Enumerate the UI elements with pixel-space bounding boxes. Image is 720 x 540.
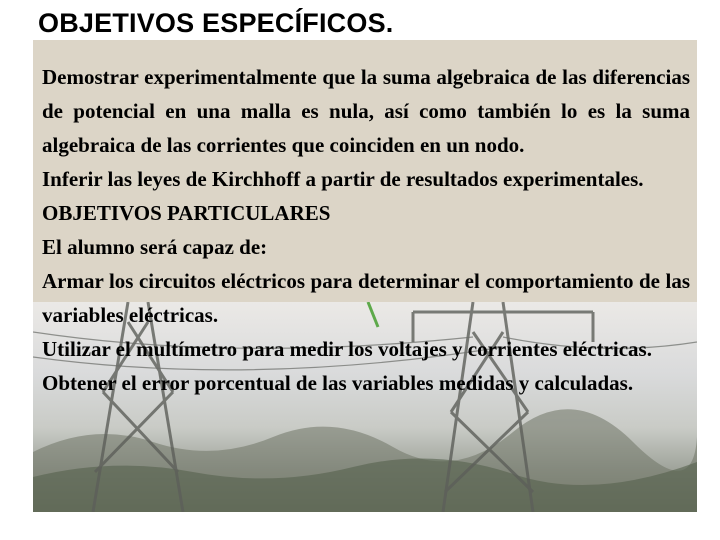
objective-paragraph: Obtener el error porcentual de las variables medidas y calculadas. — [42, 371, 634, 395]
objectives-text — [42, 60, 690, 400]
objective-paragraph: Armar los circuitos eléctricos para determinar el comportamiento de las variables eléctricas. — [42, 269, 690, 327]
slide-title: OBJETIVOS ESPECÍFICOS. — [38, 8, 394, 38]
objective-paragraph: Inferir las leyes de Kirchhoff a partir de resultados experimentales. — [42, 167, 644, 191]
objective-intro: El alumno será capaz de: — [42, 235, 268, 259]
section-heading: OBJETIVOS PARTICULARES — [42, 201, 331, 225]
objective-paragraph: Demostrar experimentalmente que la suma algebraica de las diferencias de potencial en una malla es nula, así como también lo es la suma algebraica de las corrientes que coinciden en un nodo. — [42, 65, 690, 157]
objective-paragraph: Utilizar el multímetro para medir los voltajes y corrientes eléctricas. — [42, 337, 652, 361]
